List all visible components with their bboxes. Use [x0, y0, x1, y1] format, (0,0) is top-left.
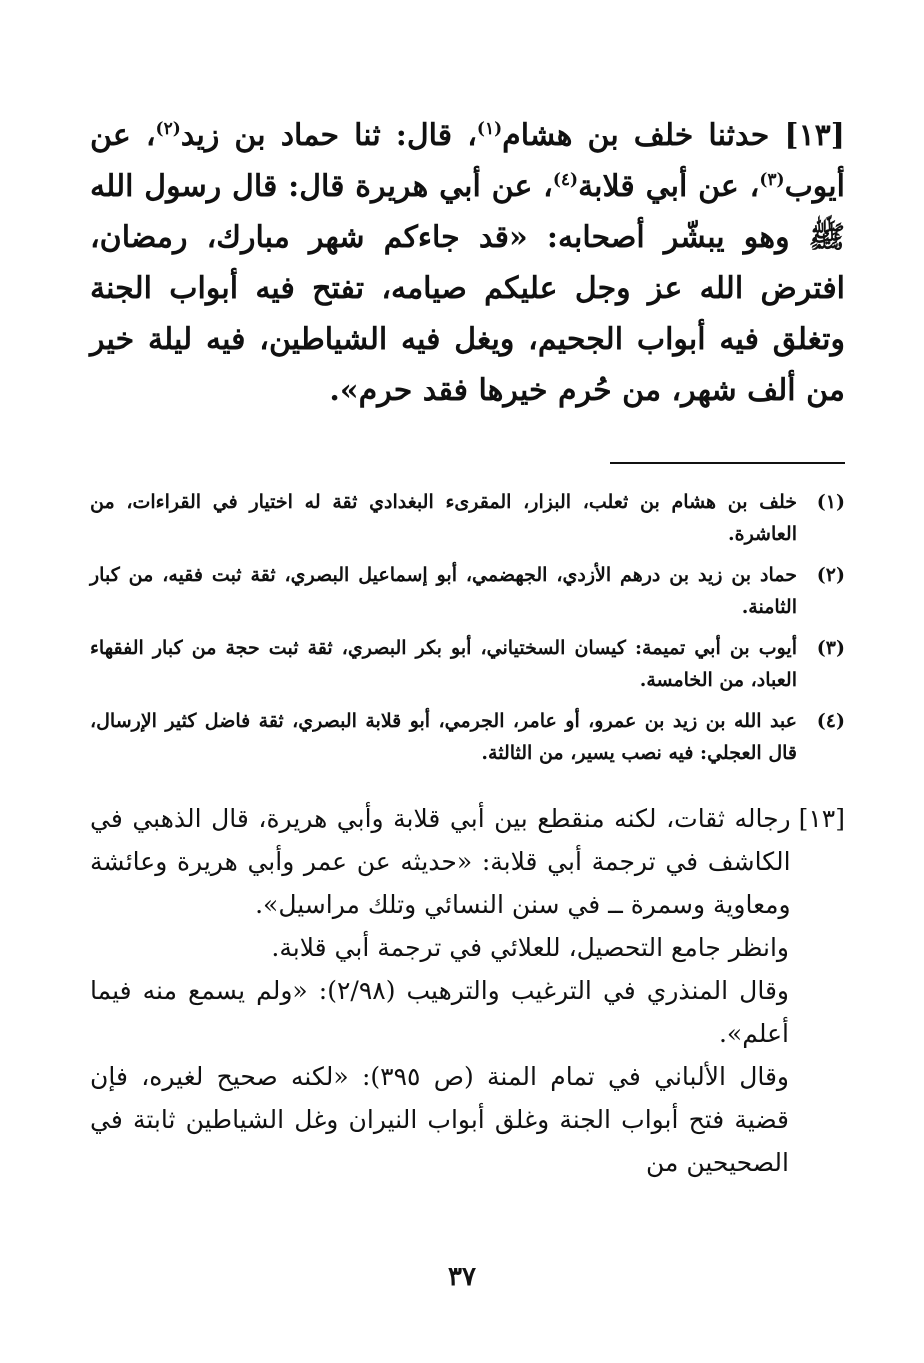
footnote-ref-3[interactable]: (٣)	[759, 170, 785, 190]
footnote-4	[90, 705, 845, 769]
footnote-text: حماد بن زيد بن درهم الأزدي، الجهضمي، أبو إسماعيل البصري، ثقة ثبت فقيه، من كبار الثامنة.	[90, 564, 797, 618]
hadith-segment: ، عن أبي قلابة	[578, 169, 760, 204]
commentary-paragraph-3: وقال المنذري في الترغيب والترهيب (٢/٩٨): «ولم يسمع منه فيما أعلم».	[90, 976, 789, 1048]
footnote-3	[90, 632, 845, 696]
footnote-text: خلف بن هشام بن ثعلب، البزار، المقرىء البغدادي ثقة له اختيار في القراءات، من العاشرة.	[90, 491, 797, 545]
page-number: ٣٧	[448, 1262, 476, 1292]
hadith-number: [١٣]	[784, 118, 845, 153]
hadith-segment: ، قال: ثنا حماد بن زيد	[180, 118, 477, 153]
footnote-number: (١)	[816, 491, 845, 513]
footnote-text: عبد الله بن زيد بن عمرو، أو عامر، الجرمي، أبو قلابة البصري، ثقة فاضل كثير الإرسال، قال العجلي: فيه نصب يسير، من الثالثة.	[90, 710, 797, 764]
hadith-segment: ، عن أبي هريرة قال: قال رسول الله ﷺ وهو يبشّر أصحابه: «قد جاءكم شهر مبارك، رمضان، افترض الله عز وجل عليكم صيامه، تفتح فيه أبواب الجنة وتغلق فيه أبواب الجحيم، ويغل فيه الشياطين، فيه ليلة خير من ألف شهر، من حُرم خيرها فقد حرم».	[90, 169, 845, 408]
footnote-number: (٢)	[816, 564, 845, 586]
footnote-number: (٤)	[816, 710, 845, 732]
commentary-first-paragraph	[90, 797, 845, 926]
footnote-1	[90, 486, 845, 550]
commentary-text: رجاله ثقات، لكنه منقطع بين أبي قلابة وأبي هريرة، قال الذهبي في الكاشف في ترجمة أبي قلابة: «حديثه عن عمر وأبي هريرة وعائشة ومعاوية وسمرة ــ في سنن النسائي وتلك مراسيل».	[90, 804, 791, 919]
commentary-paragraph-2: وانظر جامع التحصيل، للعلائي في ترجمة أبي قلابة.	[271, 933, 789, 962]
commentary-section	[90, 797, 845, 1184]
footnote-separator	[610, 462, 845, 464]
footnote-ref-4[interactable]: (٤)	[552, 170, 579, 190]
page-content	[90, 110, 845, 1184]
footnote-ref-2[interactable]: (٢)	[155, 119, 181, 139]
hadith-text	[90, 110, 845, 416]
commentary-number: [١٣]	[798, 804, 845, 833]
hadith-segment: ، عن أيوب	[90, 118, 845, 204]
footnote-number: (٣)	[816, 637, 845, 659]
footnote-ref-1[interactable]: (١)	[476, 119, 503, 139]
hadith-segment: حدثنا خلف بن هشام	[502, 118, 770, 153]
footnote-2	[90, 559, 845, 623]
footnotes-list	[90, 486, 845, 769]
commentary-paragraph-4: وقال الألباني في تمام المنة (ص ٣٩٥): «لكنه صحيح لغيره، فإن قضية فتح أبواب الجنة وغلق أبواب النيران وغل الشياطين ثابتة في الصحيحين من	[90, 1062, 789, 1177]
footnote-text: أيوب بن أبي تميمة: كيسان السختياني، أبو بكر البصري، ثقة ثبت حجة من كبار الفقهاء العباد، من الخامسة.	[90, 637, 797, 691]
